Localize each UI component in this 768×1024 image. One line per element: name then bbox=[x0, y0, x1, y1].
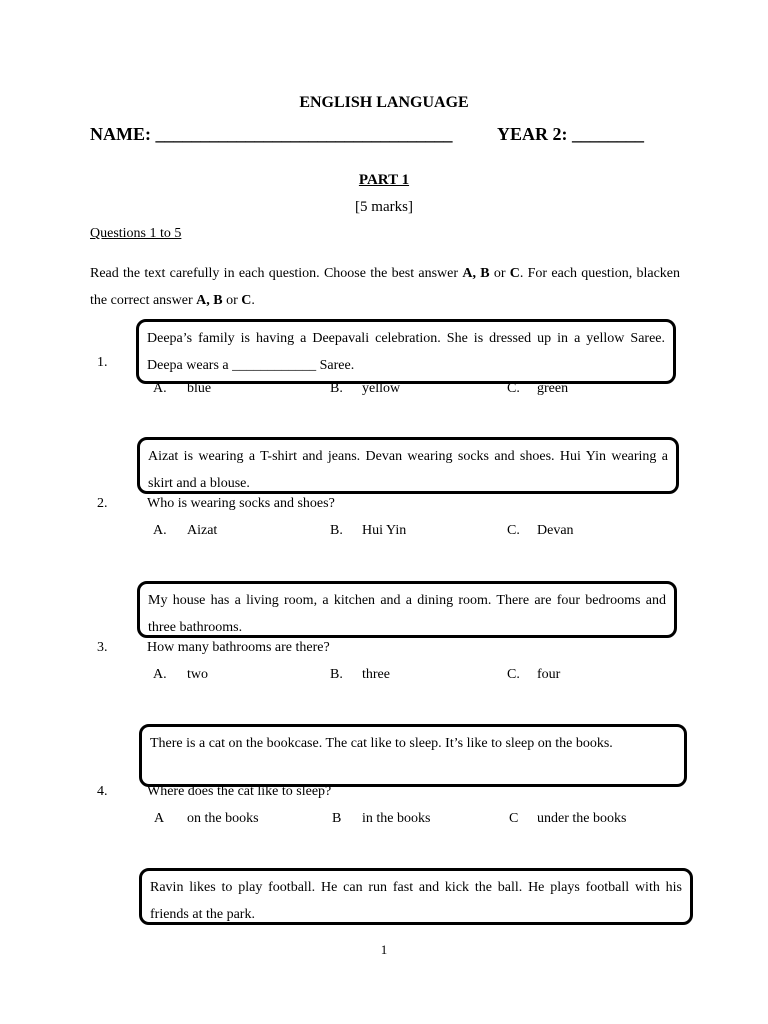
instructions-text: . bbox=[251, 293, 255, 308]
instructions bbox=[90, 260, 680, 314]
question-number: 2. bbox=[97, 496, 108, 511]
page-title: ENGLISH LANGUAGE bbox=[299, 94, 469, 111]
option-text: blue bbox=[187, 381, 212, 396]
passage-box: My house has a living room, a kitchen and a dining room. There are four bedrooms and three bathrooms. bbox=[137, 581, 677, 638]
option-text: Hui Yin bbox=[362, 523, 407, 538]
option-text: under the books bbox=[537, 811, 627, 826]
instructions-text: Read the text carefully in each question. Choose the best answer bbox=[90, 266, 463, 281]
option-text: green bbox=[537, 381, 569, 396]
option-letter: A. bbox=[153, 667, 167, 682]
option-text: two bbox=[187, 667, 208, 682]
questions-range: Questions 1 to 5 bbox=[90, 226, 182, 241]
instructions-text: or bbox=[222, 293, 242, 308]
option-text: on the books bbox=[187, 811, 259, 826]
option-letter: A. bbox=[153, 523, 167, 538]
option-text: Devan bbox=[537, 523, 574, 538]
instructions-bold: C bbox=[509, 266, 520, 281]
part-heading: PART 1 bbox=[358, 172, 410, 188]
option-letter: B bbox=[332, 811, 342, 826]
year-field-label: YEAR 2: ________ bbox=[497, 124, 644, 144]
option-letter: A bbox=[154, 811, 165, 826]
instructions-bold: C bbox=[241, 293, 252, 308]
option-letter: B. bbox=[330, 667, 343, 682]
option-letter: C. bbox=[507, 667, 520, 682]
option-letter: C bbox=[509, 811, 519, 826]
passage-box: Ravin likes to play football. He can run fast and kick the ball. He plays football with his friends at the park. bbox=[139, 868, 693, 925]
option-letter: C. bbox=[507, 523, 520, 538]
passage-box: There is a cat on the bookcase. The cat like to sleep. It’s like to sleep on the books. bbox=[139, 724, 687, 787]
option-text: in the books bbox=[362, 811, 431, 826]
question-text: How many bathrooms are there? bbox=[147, 640, 330, 655]
passage-box: Deepa’s family is having a Deepavali celebration. She is dressed up in a yellow Saree. Deepa wears a ____________ Saree. bbox=[136, 319, 676, 384]
instructions-bold: A, B bbox=[462, 266, 490, 281]
instructions-bold: A, B bbox=[196, 293, 223, 308]
instructions-text: or bbox=[489, 266, 510, 281]
option-letter: B. bbox=[330, 381, 343, 396]
question-number: 4. bbox=[97, 784, 108, 799]
option-text: Aizat bbox=[187, 523, 218, 538]
passage-box: Aizat is wearing a T-shirt and jeans. Devan wearing socks and shoes. Hui Yin wearing a skirt and a blouse. bbox=[137, 437, 679, 494]
option-letter: B. bbox=[330, 523, 343, 538]
option-text: four bbox=[537, 667, 561, 682]
option-text: yellow bbox=[362, 381, 401, 396]
question-number: 1. bbox=[97, 355, 108, 370]
question-text: Who is wearing socks and shoes? bbox=[147, 496, 335, 511]
page-number: 1 bbox=[380, 942, 388, 957]
option-letter: A. bbox=[153, 381, 167, 396]
question-text: Where does the cat like to sleep? bbox=[147, 784, 332, 799]
option-text: three bbox=[362, 667, 390, 682]
question-number: 3. bbox=[97, 640, 108, 655]
option-letter: C. bbox=[507, 381, 520, 396]
name-field-label: NAME: _________________________________ bbox=[90, 124, 453, 144]
instructions-text: . For each question, blacken the correct answer bbox=[90, 266, 681, 308]
part-marks: [5 marks] bbox=[355, 199, 413, 215]
